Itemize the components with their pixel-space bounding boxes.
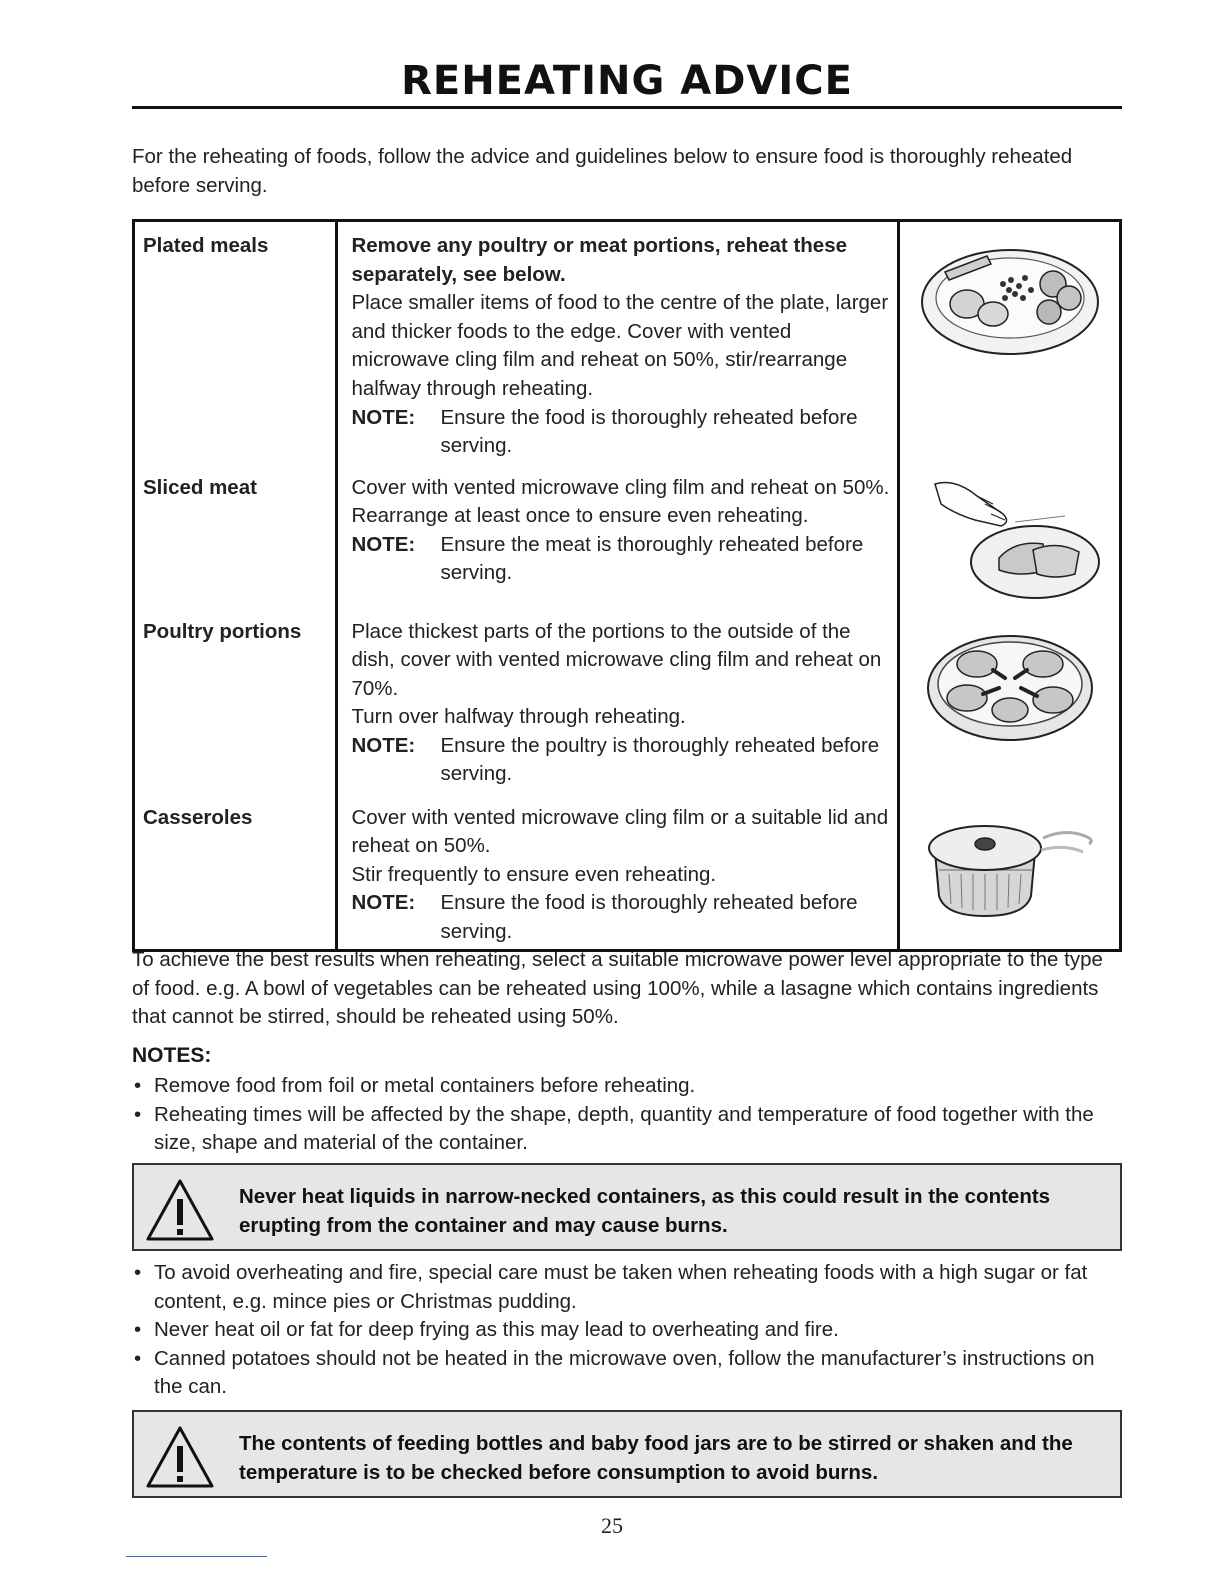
casserole-icon xyxy=(915,804,1105,924)
list-item: • Remove food from foil or metal containers before reheating. xyxy=(132,1072,1122,1101)
table-row xyxy=(134,604,1121,790)
row-note xyxy=(351,889,893,946)
row-label: Casseroles xyxy=(134,790,337,951)
table-row xyxy=(134,464,1121,604)
best-results-text: To achieve the best results when reheating, select a suitable microwave power level appropriate to the type of food. e.g. A bowl of vegetables can be reheated using 100%, while a lasagne which contains ingredients that cannot be stirred, should be reheated using 50%. xyxy=(132,948,1103,1029)
note-text: Ensure the food is thoroughly reheated before serving. xyxy=(440,891,858,943)
warning-triangle-icon xyxy=(144,1424,216,1490)
row-instructions xyxy=(337,604,899,790)
row-note xyxy=(351,531,893,588)
row-text: Place smaller items of food to the centre of the plate, larger and thicker foods to the edge. Cover with vented microwave cling film and reheat on 50%, stir/rearrange halfway through reheating. xyxy=(351,291,889,400)
warning-text: Never heat liquids in narrow-necked containers, as this could result in the contents erupting from the container and may cause burns. xyxy=(239,1185,1051,1237)
list-item: • Never heat oil or fat for deep frying as this may lead to overheating and fire. xyxy=(132,1316,1122,1345)
list-item: • Canned potatoes should not be heated in the microwave oven, follow the manufacturer’s instructions on the can. xyxy=(132,1345,1122,1402)
page-number: 25 xyxy=(601,1513,623,1538)
footer-link-underline xyxy=(126,1556,267,1557)
row-instructions xyxy=(337,464,899,604)
row-text: Cover with vented microwave cling film or a suitable lid and reheat on 50%. xyxy=(351,805,889,858)
notes-list xyxy=(132,1072,1122,1158)
warning-box-baby-food xyxy=(132,1410,1122,1498)
warning-box-liquids xyxy=(132,1163,1122,1251)
safety-list xyxy=(132,1259,1122,1402)
title-rule xyxy=(132,106,1122,109)
list-item: • To avoid overheating and fire, special care must be taken when reheating foods with a high sugar or fat content, e.g. mince pies or Christmas pudding. xyxy=(132,1259,1122,1316)
row-text: Cover with vented microwave cling film and reheat on 50%. Rearrange at least once to ensure even reheating. xyxy=(351,475,890,528)
warning-text: The contents of feeding bottles and baby food jars are to be stirred or shaken and the temperature is to be checked before consumption to avoid burns. xyxy=(239,1432,1073,1484)
row-text-2: Stir frequently to ensure even reheating. xyxy=(351,862,717,886)
note-label: NOTE: xyxy=(351,532,416,556)
note-text: Ensure the poultry is thoroughly reheated before serving. xyxy=(440,733,880,786)
sliced-meat-icon xyxy=(915,474,1105,604)
plated-meal-icon xyxy=(915,232,1105,362)
table-row xyxy=(134,221,1121,464)
row-note xyxy=(351,732,893,789)
note-label: NOTE: xyxy=(351,405,416,429)
poultry-portions-icon xyxy=(915,618,1105,748)
note-text: Ensure the food is thoroughly reheated before serving. xyxy=(440,405,858,458)
list-item: • Reheating times will be affected by the shape, depth, quantity and temperature of food together with the size, shape and material of the container. xyxy=(132,1101,1122,1158)
row-instructions xyxy=(337,790,899,951)
notes-heading: NOTES: xyxy=(132,1044,212,1067)
row-lead: Remove any poultry or meat portions, reheat these separately, see below. xyxy=(351,234,847,286)
note-label: NOTE: xyxy=(351,733,416,757)
table-row xyxy=(134,790,1121,951)
row-text-2: Turn over halfway through reheating. xyxy=(351,705,686,729)
reheating-table xyxy=(132,219,1122,952)
warning-triangle-icon xyxy=(144,1177,216,1243)
note-text: Ensure the meat is thoroughly reheated before serving. xyxy=(440,532,864,585)
row-label: Plated meals xyxy=(134,221,337,464)
row-label: Poultry portions xyxy=(134,604,337,790)
row-note xyxy=(351,404,893,461)
intro-text: For the reheating of foods, follow the advice and guidelines below to ensure food is thoroughly reheated before serving. xyxy=(132,145,1073,197)
row-label: Sliced meat xyxy=(134,464,337,604)
row-instructions xyxy=(337,221,899,464)
row-text: Place thickest parts of the portions to the outside of the dish, cover with vented microwave cling film and reheat on 70%. xyxy=(351,619,882,700)
page-title: REHEATING ADVICE xyxy=(401,58,853,104)
note-label: NOTE: xyxy=(351,891,416,915)
